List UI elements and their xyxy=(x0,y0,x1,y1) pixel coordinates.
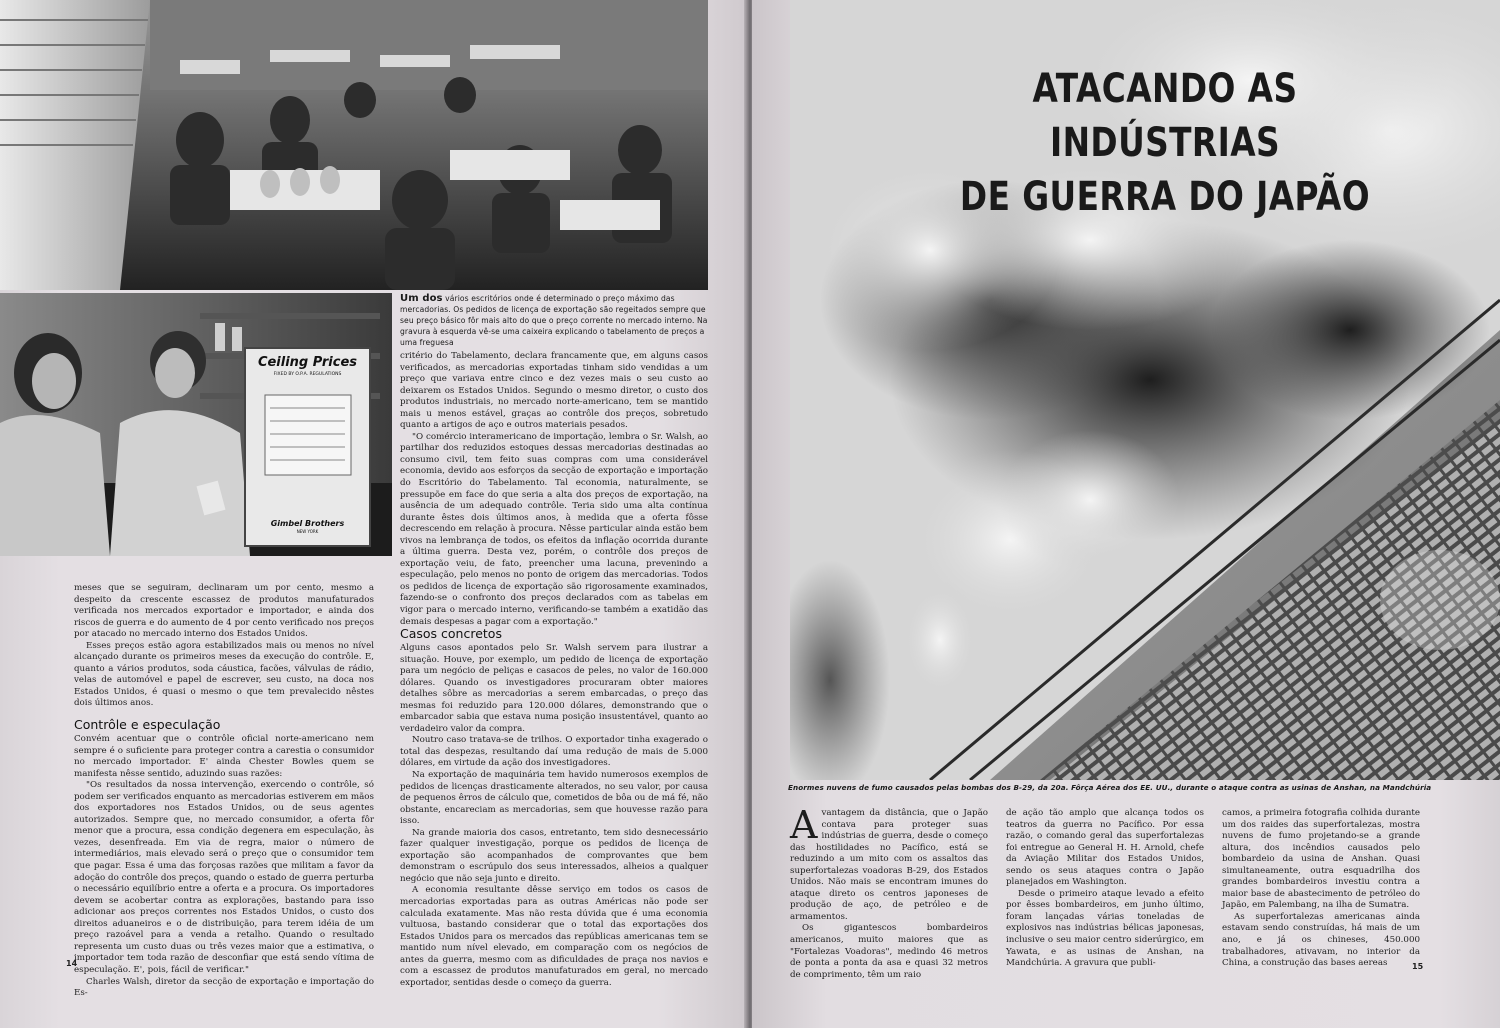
paragraph: de ação tão amplo que alcança todos os teatros da guerra no Pacífico. Por essa razão, o comando geral das superfortalezas foi entregue ao General H. H. Arnold, chefe da Aviação Militar dos Estados Unidos, sendo os seus ataques contra o Japão planejados em Washington. xyxy=(1006,808,1204,888)
sign-subtitle: FIXED BY O.P.A. REGULATIONS xyxy=(273,372,342,377)
sign-title: Ceiling Prices xyxy=(257,355,358,370)
photo-caption-left xyxy=(400,293,708,348)
page-number-left: 14 xyxy=(66,959,78,968)
column-a xyxy=(400,351,708,628)
caption-lead: Um dos xyxy=(400,293,443,304)
title-line-1: ATACANDO AS INDÚSTRIAS xyxy=(1032,66,1298,166)
ceiling-prices-sign xyxy=(245,351,370,535)
shop-clerk-photo xyxy=(0,293,392,556)
paragraph: Avantagem da distância, que o Japão contava para proteger suas indústrias de guerra, desde o começo das hostilidades no Pacífico, está se reduzindo a um mito com os assaltos das superfortalezas voadoras B-29, dos Estados Unidos. Não mais se encontram imunes do ataque direto os centros japoneses de produção de aço, de petróleo e de armamentos. xyxy=(790,803,988,922)
paragraph: Esses preços estão agora estabilizados mais ou menos no nível alcançado durante os primeiros meses da execução do contrôle. E, quanto a vários produtos, soda cáustica, facões, válvulas de rádio, velas de automóvel e papel de escrever, seu custo, na doca nos Estados Unidos, é quasi o mesmo o que tem prevalecido nêstes dois últimos anos. xyxy=(74,640,374,709)
paragraph: "O comércio interamericano de importação, lembra o Sr. Walsh, ao partilhar dos reduzidos estoques dessas mercadorias destinadas ao consumo civil, tem feito suas compras com uma considerável economia, devido aos esforços da secção de exportação e importação do Escritório do Tabelamento. Tal economia, naturalmente, se pressupõe em face do que seria a alta dos preços de exportação, na ausência de um adequado contrôle. Teria sido uma alta contínua durante êstes dois últimos anos, à medida que a oferta fôsse decrescendo em relação à procura. Nêsse particular ainda estão bem vivos na lembrança de todos, os efeitos da inflação ocorrida durante a última guerra. Desta vez, porém, o contrôle dos preços de exportação veiu, de fato, preencher uma lacuna, prevenindo a especulação, pelo menos no ponto de origem das mercadorias. Todos os pedidos de licença de exportação são rigorosamente examinados, fazendo-se o confronto dos preços declarados com as tabelas em vigor para o mercado interno, verificando-se também a exatidão das demais despesas a pagar com a exportação." xyxy=(400,431,708,627)
right-column-1 xyxy=(790,803,988,981)
drop-cap: A xyxy=(790,803,818,847)
aerial-photo-caption: Enormes nuvens de fumo causados pelas bombas dos B-29, da 20a. Fôrça Aérea dos EE. UU., durante o ataque contra as usinas de Anshan, na Mandchúria xyxy=(788,783,1432,792)
paragraph: Os gigantescos bombardeiros americanos, muito maiores que as "Fortalezas Voadoras", medindo 46 metros de ponta a ponta da asa e quasi 32 metros de comprimento, têm um raio xyxy=(790,923,988,980)
paragraph: As superfortalezas americanas ainda estavam sendo construídas, há mais de um ano, e já os chineses, 450.000 trabalhadores, ativavam, no interior da China, a construção das bases aereas xyxy=(1222,911,1420,969)
column-c xyxy=(74,583,374,1000)
paragraph: "Os resultados da nossa intervenção, exercendo o contrôle, só podem ser verificados enquanto as mercadorias estiverem em mãos dos exportadores nos Estados Unidos, ou de seus agentes autorizados. Sempre que, no mercado consumidor, a oferta fôr menor que a procura, essa condição degenera em especulação, às vezes, desenfreada. Em via de regra, maior o número de intermediários, mais elevado será o preço que o consumidor tem que pagar. Essa é uma das forçosas razões que militam a favor da adoção do contrôle dos preços, quando o estado de guerra perturba o necessário equilíbrio entre a oferta e a procura. Os importadores devem se acobertar contra as explorações, bastando para isso adicionar aos preços correntes nos Estados Unidos, o custo dos direitos aduaneiros e o de distribuição, para terem idéia de um preço razoável para a venda a retalho. Quando o resultado representa um custo duas ou três vezes maior que a estimativa, o importador tem toda razão de desconfiar que está sendo vítima de especulação. E', pois, fácil de verificar." xyxy=(74,780,374,975)
section-heading-casos: Casos concretos xyxy=(400,626,502,641)
paragraph: Na exportação de maquinária tem havido numerosos exemplos de pedidos de licenças drasticamente alterados, no seu valor, por causa de pequenos êrros de cálculo que, cometidos de bôa ou de má fé, não obstante, encareciam as mercadorias, sem que houvesse razão para isso. xyxy=(400,770,708,827)
paragraph: Convém acentuar que o contrôle oficial norte-americano nem sempre é o suficiente para proteger contra a carestia o consumidor no mercado importador. E' ainda Chester Bowles quem se manifesta nêsse sentido, aduzindo suas razões: xyxy=(74,734,374,779)
office-workers-photo xyxy=(0,0,708,290)
paragraph: Na grande maioria dos casos, entretanto, tem sido desnecessário fazer qualquer investigação, porque os pedidos de licença de exportação são acompanhados de comprovantes que bem demonstram o escrúpulo dos seus interessados, alheios a qualquer negócio que não seja junto e direito. xyxy=(400,827,708,884)
left-page xyxy=(0,0,748,1028)
paragraph: Noutro caso tratava-se de trilhos. O exportador tinha exagerado o total das despezas, resultando daí uma redução de mais de 5.000 dólares, em virtude da ação dos investigadores. xyxy=(400,735,708,769)
sign-store: Gimbel Brothers xyxy=(270,519,345,528)
paragraph: Desde o primeiro ataque levado a efeito por êsses bombardeiros, em junho último, foram lançadas várias toneladas de explosivos nas indústrias bélicas japonesas, inclusive o seu maior centro siderúrgico, em Yawata, e as usinas de Anshan, na Mandchúria. A gravura que publi- xyxy=(1006,888,1204,969)
section-heading-controle: Contrôle e especulação xyxy=(74,717,221,733)
paragraph: A economia resultante dêsse serviço em todos os casos de mercadorias exportadas para as outras Américas não pode ser calculada exatamente. Mas não resta dúvida que é uma economia vultuosa, bastando considerar que o total das exportações dos Estados Unidos para os mercados das repúblicas americanas tem se mantido num nível elevado, em comparação com os negócios de antes da guerra, mesmo com as dificuldades de praça nos navios e com a escassez de produtos manufaturados em geral, no mercado exportador, sentidas desde o começo da guerra. xyxy=(400,885,708,988)
right-page xyxy=(752,0,1500,1028)
paragraph: critério do Tabelamento, declara francamente que, em alguns casos verificados, as mercadorias exportadas tinham sido vendidas a um preço que variava entre cinco e dez vezes mais o seu custo ao deixarem os Estados Unidos. Segundo o mesmo diretor, o custo dos produtos industriais, no mercado norte-americano, tem se mantido mais u menos estável, graças ao contrôle dos preços, sobretudo quanto a artigos de aço e outros materiais pesados. xyxy=(400,351,708,431)
article-title xyxy=(952,62,1378,224)
page-number-right: 15 xyxy=(1412,962,1424,971)
paragraph: camos, a primeira fotografia colhida durante um dos raides das superfortalezas, mostra nuvens de fumo projetando-se a grande altura, dos incêndios causados pelo bombardeio da usina de Anshan. Quasi simultaneamente, outra esquadrilha dos grandes bombardeiros investiu contra a maior base de abastecimento de petróleo do Japão, em Palembang, na ilha de Sumatra. xyxy=(1222,808,1420,911)
caption-text: vários escritórios onde é determinado o preço máximo das mercadorias. Os pedidos de licença de exportação são regeitados sempre que seu preço básico fôr mais alto do que o preço corrente no mercado interno. Na gravura à esquerda vê-se uma caixeira explicando o tabelamento de preços a uma freguesa xyxy=(400,294,708,347)
right-column-3 xyxy=(1222,808,1420,970)
paragraph: Charles Walsh, diretor da secção de exportação e importação do Es- xyxy=(74,976,374,999)
column-b xyxy=(400,622,708,989)
right-column-2 xyxy=(1006,808,1204,970)
sign-city: NEW YORK xyxy=(296,529,319,534)
title-line-2: DE GUERRA DO JAPÃO xyxy=(959,174,1371,220)
paragraph: Alguns casos apontados pelo Sr. Walsh servem para ilustrar a situação. Houve, por exemplo, um pedido de licença de exportação para um negócio de peliças e casacos de peles, no valor de 160.000 dólares. Quando os investigadores procuraram obter maiores detalhes sôbre as mercadorias a serem embarcadas, o preço das mesmas foi reduzido para 120.000 dólares, demonstrando que o embarcador sabia que estava numa posição insustentável, quanto ao verdadeiro valor da compra. xyxy=(400,643,708,734)
paragraph: meses que se seguiram, declinaram um por cento, mesmo a despeito da crescente escassez de produtos manufaturados verificada nos mercados exportador e importador, e ainda dos riscos de guerra e do aumento de 4 por cento verificado nos preços por atacado no mercado interno dos Estados Unidos. xyxy=(74,583,374,640)
